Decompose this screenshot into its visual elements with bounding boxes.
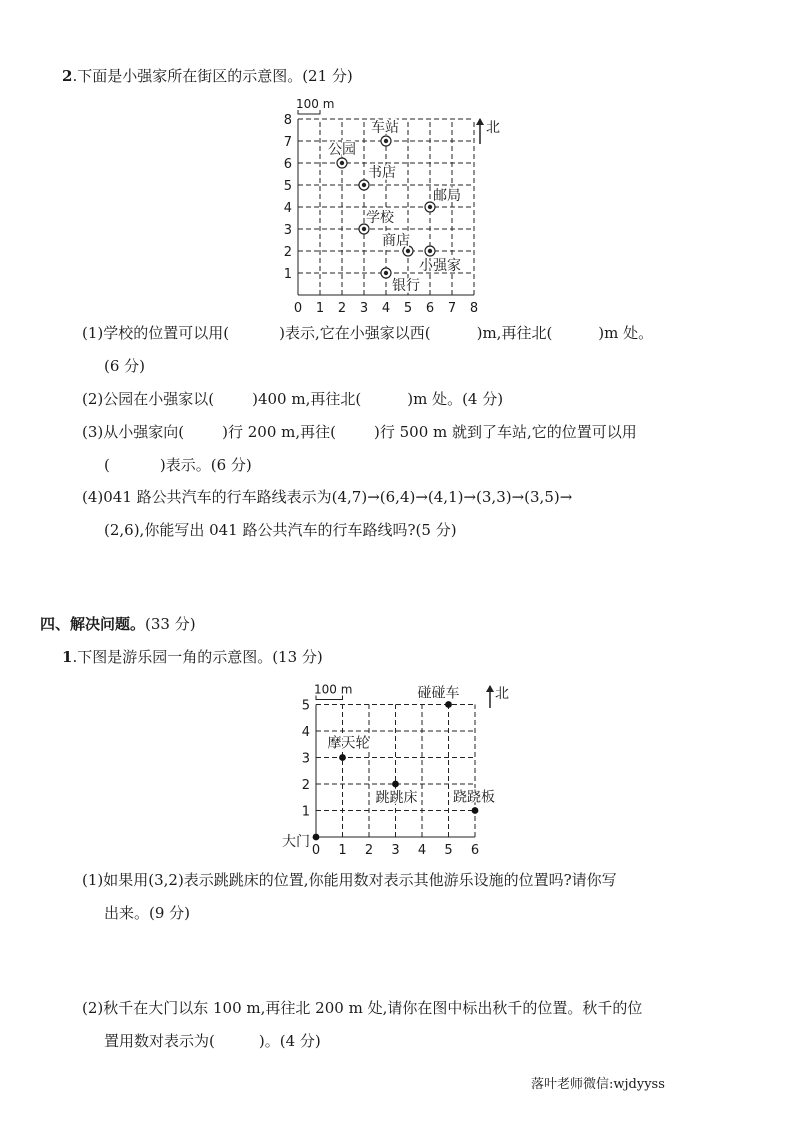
q2-title <box>62 66 353 86</box>
y-tick-label: 4 <box>301 725 310 740</box>
y-tick-label: 1 <box>283 267 292 282</box>
facility-label: 大门 <box>282 834 310 850</box>
y-tick-label: 3 <box>283 223 292 238</box>
q2-sub3-part-d: ( <box>104 456 110 474</box>
p1-sub1-line2: 出来。(9 分) <box>104 904 191 922</box>
y-tick-label: 1 <box>301 804 310 820</box>
q2-sub2 <box>82 389 503 409</box>
q2-sub3-part-b: )行 200 m,再往( <box>222 423 336 441</box>
north-arrow-head-icon <box>486 685 494 692</box>
footer-contact: 落叶老师微信:wjdyyss <box>531 1077 665 1092</box>
x-tick-label: 1 <box>315 301 325 316</box>
location-label: 车站 <box>371 120 399 136</box>
x-tick-label: 3 <box>359 301 369 316</box>
scale-label: 100 m <box>296 97 335 111</box>
location-marker-dot <box>406 249 410 253</box>
location-label: 邮局 <box>433 188 461 204</box>
x-tick-label: 1 <box>338 843 347 858</box>
y-tick-label: 5 <box>301 698 310 714</box>
q2-sub4-line2: (2,6),你能写出 041 路公共汽车的行车路线吗?(5 分) <box>104 521 457 539</box>
x-tick-label: 4 <box>381 301 391 316</box>
facility-marker <box>392 781 399 788</box>
location-label: 学校 <box>366 210 394 226</box>
q2-sub3-part-e: )表示。(6 分) <box>159 456 252 474</box>
q2-sub2-part-b: )400 m,再往北( <box>252 390 362 408</box>
p1-sub2-line2 <box>104 1031 321 1051</box>
x-tick-label: 0 <box>311 843 321 858</box>
location-label: 小强家 <box>419 258 461 274</box>
x-tick-label: 7 <box>447 301 457 316</box>
y-tick-label: 4 <box>283 201 292 216</box>
north-arrow-head-icon <box>476 118 484 125</box>
north-label: 北 <box>486 120 500 136</box>
location-marker-dot <box>428 205 432 209</box>
x-tick-label: 5 <box>444 843 453 858</box>
x-tick-label: 6 <box>425 301 435 316</box>
y-tick-label: 6 <box>283 157 292 172</box>
scale-label: 100 m <box>314 682 353 697</box>
x-tick-label: 2 <box>364 843 374 858</box>
q2-sub1-part-a: (1)学校的位置可以用( <box>82 324 230 342</box>
section4-heading <box>40 614 196 634</box>
street-map <box>280 92 520 318</box>
q2-sub3-part-c: )行 500 m 就到了车站,它的位置可以用 <box>373 423 637 441</box>
q2-sub1-part-c: )m,再往北( <box>476 324 553 342</box>
q2-sub1-part-d: )m 处。 <box>598 324 654 342</box>
q2-sub1 <box>82 323 653 343</box>
facility-label: 跷跷板 <box>453 789 495 806</box>
location-marker-dot <box>384 139 388 143</box>
facility-marker <box>313 834 320 841</box>
location-label: 书店 <box>368 165 396 181</box>
location-marker-dot <box>362 183 366 187</box>
y-tick-label: 7 <box>283 135 292 150</box>
facility-label: 跳跳床 <box>375 790 418 806</box>
y-tick-label: 8 <box>283 113 292 128</box>
q2-title-text: .下面是小强家所在街区的示意图。(21 分) <box>72 67 353 85</box>
facility-marker <box>339 754 346 761</box>
location-label: 商店 <box>382 233 410 249</box>
y-tick-label: 2 <box>301 778 310 793</box>
x-tick-label: 5 <box>403 301 413 316</box>
park-map <box>272 674 522 864</box>
p1-sub2-part-b: )。(4 分) <box>258 1032 321 1050</box>
x-tick-label: 0 <box>293 301 303 316</box>
x-tick-label: 8 <box>469 301 479 316</box>
q2-sub1-part-b: )表示,它在小强家以西( <box>279 324 431 342</box>
location-label: 银行 <box>392 278 420 294</box>
q2-sub3-cont <box>104 455 252 475</box>
north-label: 北 <box>495 686 509 702</box>
q2-sub2-part-a: (2)公园在小强家以( <box>82 390 215 408</box>
p1-sub1-line1: (1)如果用(3,2)表示跳跳床的位置,你能用数对表示其他游乐设施的位置吗?请你写 <box>82 871 617 889</box>
x-tick-label: 2 <box>337 301 347 316</box>
q2-sub4-line1: (4)041 路公共汽车的行车路线表示为(4,7)→(6,4)→(4,1)→(3,3)→(3,5)→ <box>82 488 573 506</box>
facility-label: 摩天轮 <box>327 735 370 752</box>
y-tick-label: 2 <box>283 245 292 260</box>
q2-sub1-score: (6 分) <box>104 357 146 375</box>
q2-sub2-part-c: )m 处。(4 分) <box>407 390 504 408</box>
q2-number: 2 <box>62 67 73 85</box>
q2-sub3 <box>82 422 637 442</box>
p1-title <box>62 647 323 667</box>
location-marker-dot <box>428 249 432 253</box>
location-marker-dot <box>362 227 366 231</box>
p1-sub2-line1: (2)秋千在大门以东 100 m,再往北 200 m 处,请你在图中标出秋千的位置。秋千的位 <box>82 999 643 1017</box>
y-tick-label: 5 <box>283 179 292 194</box>
p1-sub2-part-a: 置用数对表示为( <box>104 1032 215 1050</box>
location-marker-dot <box>340 161 344 165</box>
p1-number: 1 <box>62 648 73 666</box>
section4-heading-text: 四、解决问题。 <box>40 615 146 633</box>
facility-marker <box>445 701 452 708</box>
p1-title-text: .下图是游乐园一角的示意图。(13 分) <box>72 648 323 666</box>
x-tick-label: 6 <box>470 843 480 858</box>
section4-heading-score: (33 分) <box>145 615 196 633</box>
facility-label: 碰碰车 <box>417 685 460 702</box>
location-label: 公园 <box>328 142 356 158</box>
facility-marker <box>472 807 479 814</box>
x-tick-label: 4 <box>417 843 427 858</box>
q2-sub3-part-a: (3)从小强家向( <box>82 423 185 441</box>
y-tick-label: 3 <box>301 751 310 767</box>
location-marker-dot <box>384 271 388 275</box>
x-tick-label: 3 <box>391 843 400 858</box>
